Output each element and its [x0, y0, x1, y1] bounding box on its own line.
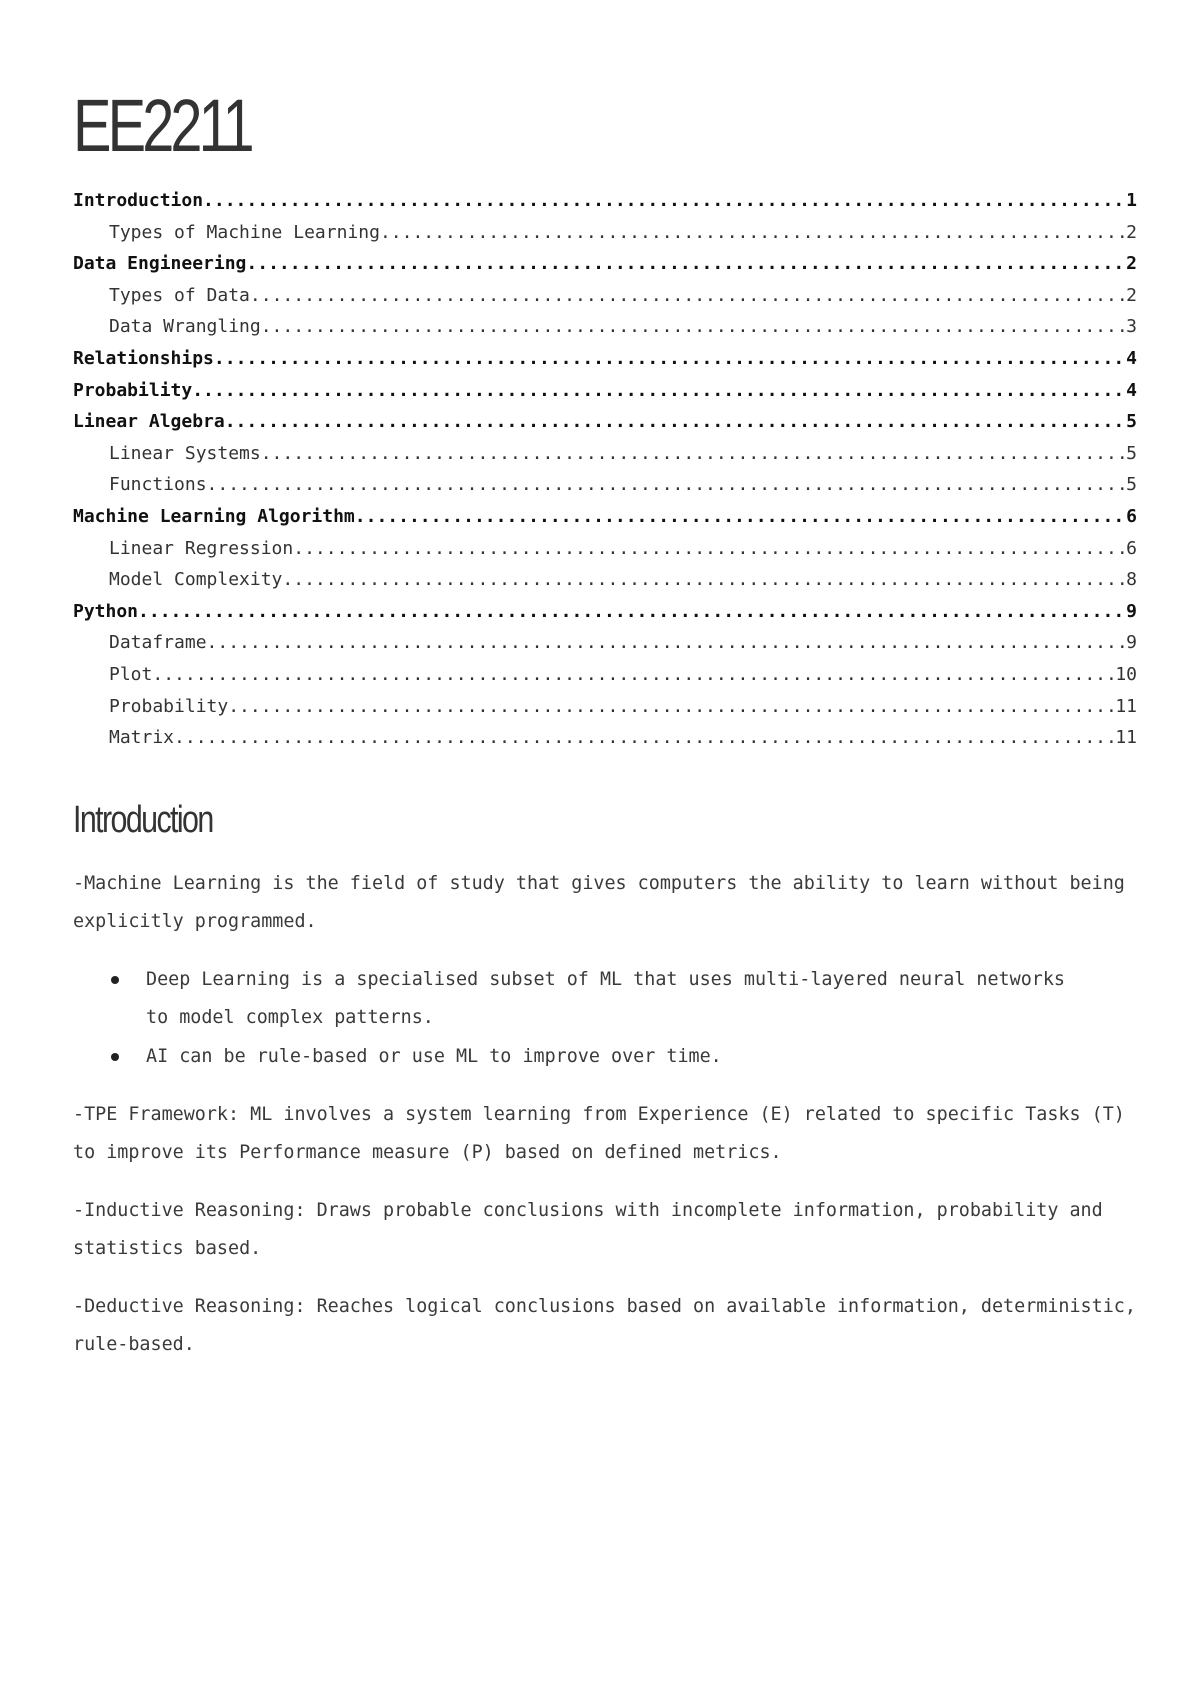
toc-entry-machine-learning-algorithm[interactable]	[73, 501, 1137, 533]
toc-leader-dots	[261, 311, 1126, 343]
toc-entry-page: 6	[1126, 505, 1137, 527]
toc-entry-label: Machine Learning Algorithm	[73, 505, 355, 527]
toc-entry-label: Model Complexity	[109, 569, 283, 591]
toc-leader-dots	[228, 691, 1115, 723]
toc-leader-dots	[214, 343, 1126, 375]
toc-entry-page: 6	[1126, 537, 1137, 559]
toc-entry-label: Introduction	[73, 190, 204, 211]
toc-leader-dots	[225, 406, 1126, 438]
toc-entry-model-complexity[interactable]	[73, 564, 1137, 596]
toc-entry-linear-algebra[interactable]	[73, 406, 1137, 438]
toc-entry-label: Types of Data	[109, 284, 250, 306]
toc-entry-page: 8	[1126, 569, 1137, 591]
toc-leader-dots	[207, 469, 1127, 501]
toc-entry-page: 2	[1126, 284, 1137, 306]
toc-entry-types-of-machine-learning[interactable]	[73, 217, 1137, 249]
paragraph-ml-definition: -Machine Learning is the field of study that gives computers the ability to learn without being explicitly programmed.	[73, 873, 1125, 932]
toc-leader-dots	[174, 722, 1115, 754]
toc-leader-dots	[261, 438, 1126, 470]
bullet-marker	[111, 976, 119, 984]
toc-entry-relationships[interactable]	[73, 343, 1137, 375]
toc-entry-types-of-data[interactable]	[73, 280, 1137, 312]
toc-entry-page: 5	[1126, 411, 1137, 433]
toc-leader-dots	[380, 217, 1126, 249]
introduction-heading: Introduction	[73, 799, 213, 841]
paragraph-deductive-reasoning: -Deductive Reasoning: Reaches logical conclusions based on available information, deterministic, rule-based.	[73, 1296, 1136, 1355]
bullet-text: Deep Learning is a specialised subset of ML that uses multi-layered neural networks to model complex patterns.	[146, 969, 1065, 1028]
bullet-marker	[111, 1053, 119, 1061]
toc-entry-linear-systems[interactable]	[73, 438, 1137, 470]
toc-leader-dots	[203, 185, 1126, 217]
toc-entry-dataframe[interactable]	[73, 627, 1137, 659]
toc-entry-label: Relationships	[73, 347, 214, 369]
bullet-list	[73, 961, 1137, 1076]
toc-entry-label: Linear Algebra	[73, 411, 225, 433]
toc-entry-label: Types of Machine Learning	[109, 221, 380, 243]
toc-entry-label: Data Engineering	[73, 253, 247, 275]
toc-entry-page: 5	[1126, 442, 1137, 464]
toc-entry-page: 9	[1126, 600, 1137, 622]
toc-entry-data-wrangling[interactable]	[73, 311, 1137, 343]
toc-entry-page: 4	[1126, 379, 1137, 401]
toc-leader-dots	[246, 248, 1126, 280]
toc-entry-python-probability[interactable]	[73, 691, 1137, 723]
bullet-item	[73, 1038, 1137, 1076]
paragraph-tpe-framework: -TPE Framework: ML involves a system learning from Experience (E) related to specific Tasks (T) to improve its Performance measure (P) based on defined metrics.	[73, 1104, 1125, 1163]
toc-entry-page: 9	[1126, 632, 1137, 654]
toc-entry-matrix[interactable]	[73, 722, 1137, 754]
toc-entry-page: 5	[1126, 474, 1137, 496]
toc-leader-dots	[282, 564, 1126, 596]
introduction-body	[73, 865, 1137, 1384]
toc-entry-probability[interactable]	[73, 375, 1137, 407]
toc-entry-page: 2	[1126, 221, 1137, 243]
toc-entry-label: Matrix	[109, 727, 175, 749]
toc-entry-introduction[interactable]	[73, 185, 1137, 217]
toc-entry-plot[interactable]	[73, 659, 1137, 691]
toc-leader-dots	[293, 533, 1126, 565]
document-title: EE2211	[73, 84, 251, 167]
toc-leader-dots	[192, 375, 1126, 407]
toc-leader-dots	[207, 627, 1127, 659]
toc-entry-label: Linear Systems	[109, 442, 261, 464]
toc-entry-page: 4	[1126, 347, 1137, 369]
toc-entry-page: 1	[1126, 190, 1137, 211]
toc-entry-data-engineering[interactable]	[73, 248, 1137, 280]
toc-entry-label: Linear Regression	[109, 537, 294, 559]
toc-entry-page: 11	[1115, 695, 1137, 717]
toc-entry-page: 11	[1115, 727, 1137, 749]
toc-entry-label: Plot	[109, 663, 153, 685]
toc-entry-label: Python	[73, 600, 139, 622]
toc-entry-python[interactable]	[73, 596, 1137, 628]
toc-entry-page: 3	[1126, 316, 1137, 338]
bullet-item	[73, 961, 1137, 1037]
toc-leader-dots	[152, 659, 1115, 691]
toc-entry-label: Probability	[109, 695, 229, 717]
toc-entry-label: Functions	[109, 474, 207, 496]
toc-entry-label: Data Wrangling	[109, 316, 261, 338]
paragraph-inductive-reasoning: -Inductive Reasoning: Draws probable conclusions with incomplete information, probability and statistics based.	[73, 1200, 1103, 1259]
toc-entry-page: 10	[1115, 663, 1137, 685]
bullet-text: AI can be rule-based or use ML to improve over time.	[146, 1046, 722, 1067]
toc-entry-label: Dataframe	[109, 632, 207, 654]
toc-entry-page: 2	[1126, 253, 1137, 275]
toc-leader-dots	[138, 596, 1126, 628]
toc-entry-label: Probability	[73, 379, 193, 401]
toc-entry-functions[interactable]	[73, 469, 1137, 501]
toc-leader-dots	[250, 280, 1126, 312]
toc-leader-dots	[355, 501, 1126, 533]
table-of-contents	[73, 185, 1137, 754]
toc-entry-linear-regression[interactable]	[73, 533, 1137, 565]
